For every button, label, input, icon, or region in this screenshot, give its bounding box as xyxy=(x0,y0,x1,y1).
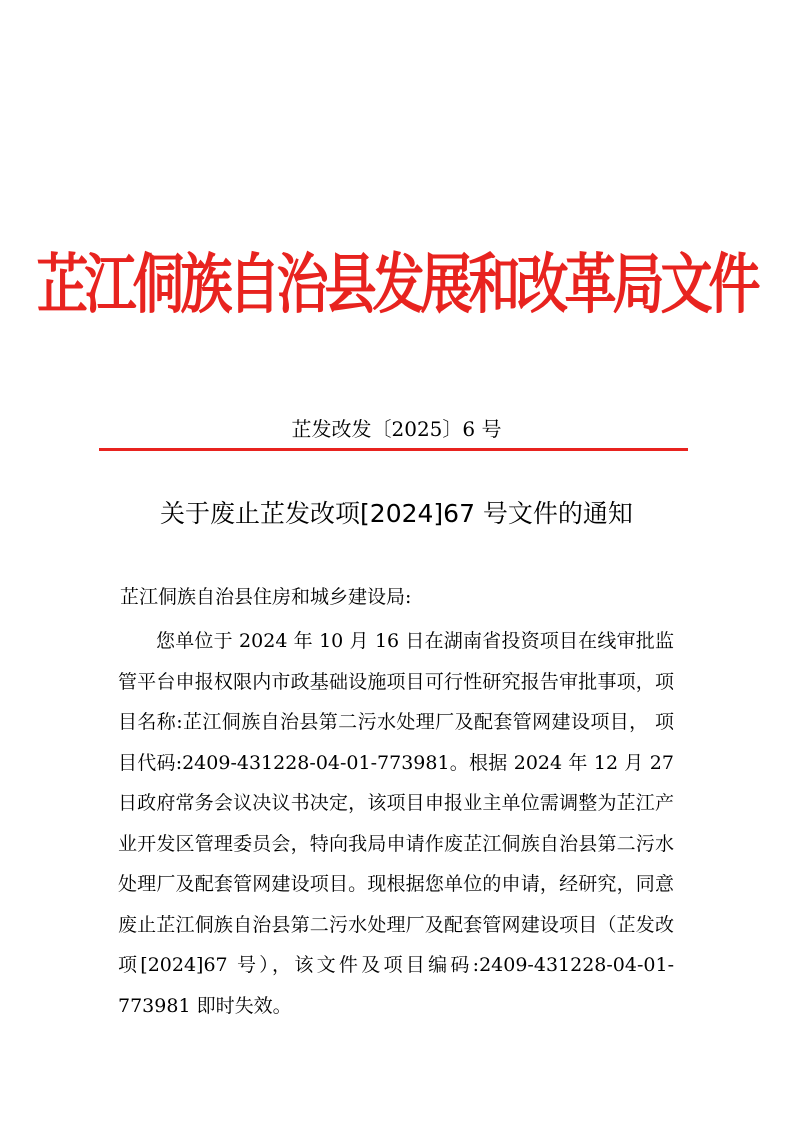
red-divider-line xyxy=(99,448,688,451)
recipient-salutation: 芷江侗族自治县住房和城乡建设局: xyxy=(120,586,412,608)
notice-title: 关于废止芷发改项[2024]67 号文件的通知 xyxy=(160,499,633,528)
notice-body: 您单位于 2024 年 10 月 16 日在湖南省投资项目在线审批监管平台申报权限内市政基础设施项目可行性研究报告审批事项，项目名称:芷江侗族自治县第二污水处理厂及配套管网建设项目， 项目代码:2409-431228-04-01-773981。根据 2024 年 12 月 27 日政府常务会议决议书决定，该项目申报业主单位需调整为芷江产业开发区管理委员会，特向我局申请作废芷江侗族自治县第二污水处理厂及配套管网建设项目。现根据您单位的申请，经研究，同意废止芷江侗族自治县第二污水处理厂及配套管网建设项目（芷发改项[2024]67 号），该文件及项目编码:2409-431228-04-01-773981 即时失效。 xyxy=(118,630,674,1017)
document-number: 芷发改发〔2025〕6 号 xyxy=(291,417,502,441)
agency-masthead: 芷江侗族自治县发展和改革局文件 xyxy=(36,246,757,323)
